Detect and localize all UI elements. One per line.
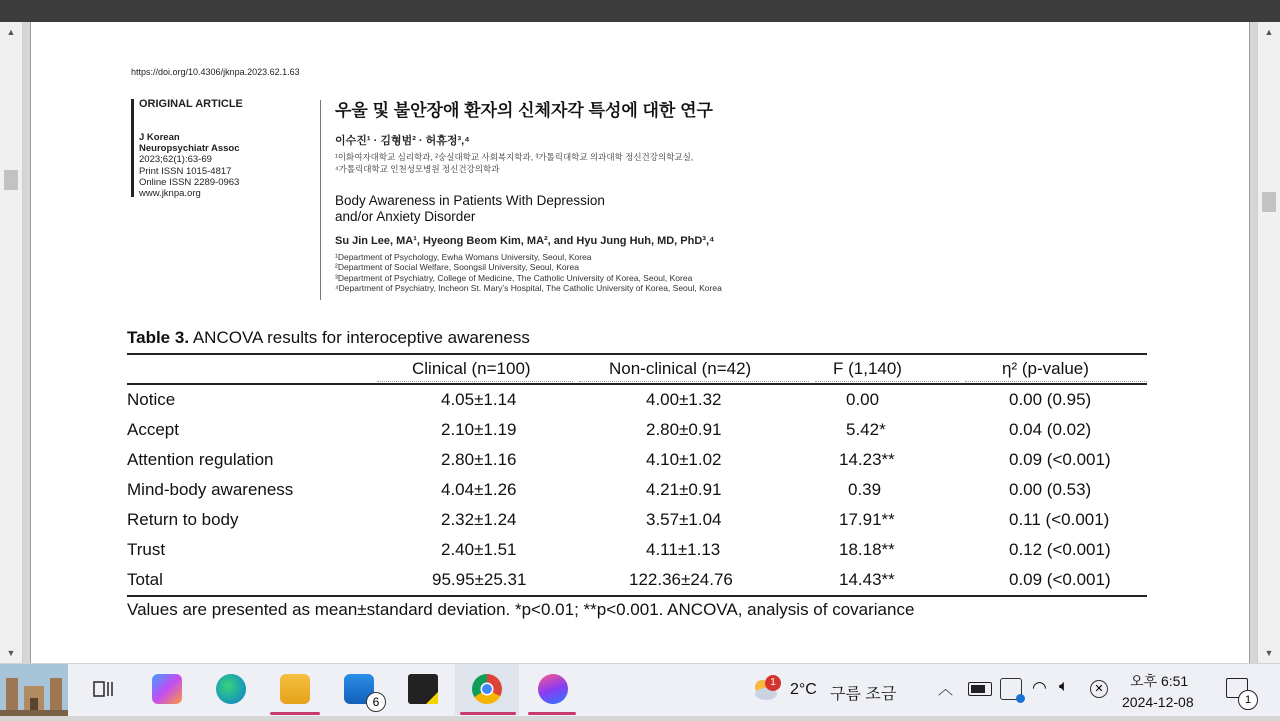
battery-icon[interactable] [968, 682, 992, 696]
store-badge: 6 [366, 692, 386, 712]
cathedral-image-icon [0, 664, 68, 716]
cell-clinical: 2.80±1.16 [441, 450, 517, 469]
english-title [335, 193, 605, 224]
cell-eta: 0.04 (0.02) [1009, 420, 1092, 439]
row-label: Notice [127, 390, 176, 409]
header-clinical: Clinical (n=100) [412, 359, 531, 378]
security-icon[interactable] [1000, 678, 1022, 700]
cell-nonclinical: 3.57±1.04 [646, 510, 722, 529]
affiliation-line: ¹이화여자대학교 심리학과, ²숭실대학교 사회복지학과, ³가톨릭대학교 의과대학 정신건강의학교실, [335, 152, 694, 162]
english-title-line: Body Awareness in Patients With Depression [335, 193, 605, 208]
task-view-icon[interactable] [88, 674, 118, 704]
table-caption [127, 328, 530, 348]
clock-date[interactable]: 2024-12-08 [1122, 694, 1194, 710]
header-eta: η² (p-value) [1002, 359, 1089, 378]
header-accent-bar [131, 99, 134, 197]
affiliation-line: ³Department of Psychiatry, College of Medicine, The Catholic University of Korea, Seoul, Korea [335, 272, 693, 283]
korean-affiliations [335, 152, 693, 175]
header-f: F (1,140) [833, 359, 902, 378]
edge-icon[interactable] [216, 674, 246, 704]
row-label: Trust [127, 540, 166, 559]
cell-eta: 0.09 (<0.001) [1009, 570, 1111, 589]
wifi-icon[interactable]: ◠ [1032, 678, 1047, 697]
header-dotted-rule [579, 381, 809, 382]
cell-clinical: 2.32±1.24 [441, 510, 517, 529]
cell-f: 0.39 [848, 480, 882, 499]
row-label: Total [127, 570, 163, 589]
journal-meta-line: 2023;62(1):63-69 [139, 154, 212, 166]
affiliation-line: ⁴가톨릭대학교 인천성모병원 정신건강의학과 [335, 163, 500, 174]
volume-icon[interactable]: 🔈︎ [1059, 678, 1069, 695]
header-nonclinical: Non-clinical (n=42) [609, 359, 752, 378]
affiliation-line: ¹Department of Psychology, Ewha Womans University, Seoul, Korea [335, 252, 592, 262]
cell-clinical: 2.10±1.19 [441, 420, 517, 439]
table-row [127, 450, 1147, 480]
doi-link[interactable]: https://doi.org/10.4306/jknpa.2023.62.1.63 [131, 67, 300, 77]
cell-eta: 0.11 (<0.001) [1009, 510, 1110, 529]
table-row [127, 420, 1147, 450]
chevron-up-icon[interactable]: ︿ [938, 681, 954, 698]
journal-meta-line: Online ISSN 2289-0963 [139, 176, 240, 188]
scroll-down-arrow-icon[interactable]: ▼ [1264, 648, 1274, 658]
affiliation-line: ⁴Department of Psychiatry, Incheon St. Mary’s Hospital, The Catholic University of Korea, Seoul, Korea [335, 283, 722, 294]
cell-nonclinical: 2.80±0.91 [646, 420, 722, 439]
cell-f: 5.42* [846, 420, 886, 439]
cell-clinical: 4.05±1.14 [441, 390, 517, 409]
cell-nonclinical: 4.00±1.32 [646, 390, 722, 409]
cell-clinical: 2.40±1.51 [441, 540, 517, 559]
english-affiliations [335, 252, 722, 294]
table-caption-number: Table 3. [127, 328, 190, 347]
header-dotted-rule [815, 381, 959, 382]
cell-f: 17.91** [839, 510, 895, 529]
window-top-bar [0, 0, 1280, 22]
cell-nonclinical: 4.10±1.02 [646, 450, 722, 469]
cell-eta: 0.00 (0.53) [1009, 480, 1092, 499]
row-label: Attention regulation [127, 450, 274, 469]
table-header-rule [127, 383, 1147, 385]
table-top-rule [127, 353, 1147, 355]
affiliation-line: ²Department of Social Welfare, Soongsil University, Seoul, Korea [335, 262, 579, 273]
journal-meta-line: Print ISSN 1015-4817 [139, 165, 232, 177]
chrome-icon[interactable] [472, 674, 502, 704]
english-title-line: and/or Anxiety Disorder [335, 208, 476, 224]
scroll-thumb[interactable] [4, 170, 18, 190]
journal-name-line: J Korean [139, 132, 180, 143]
table-row [127, 510, 1147, 540]
table-caption-text: ANCOVA results for interoceptive awareness [189, 328, 530, 347]
copilot-icon[interactable] [152, 674, 182, 704]
weather-desc[interactable]: 구름 조금 [830, 686, 897, 703]
cell-nonclinical: 4.21±0.91 [646, 480, 722, 499]
scroll-down-arrow-icon[interactable]: ▼ [6, 648, 16, 658]
korean-authors: 이수진¹ · 김형범² · 허휴정³,⁴ [335, 135, 470, 147]
cell-nonclinical: 122.36±24.76 [629, 570, 733, 589]
table-row [127, 390, 1147, 420]
notification-badge: 1 [1238, 690, 1258, 710]
cell-clinical: 4.04±1.26 [441, 480, 517, 499]
article-type: ORIGINAL ARTICLE [139, 98, 243, 110]
weather-badge: 1 [765, 675, 781, 691]
cell-eta: 0.09 (<0.001) [1009, 450, 1111, 469]
cell-f: 14.23** [839, 450, 895, 469]
korean-title: 우울 및 불안장애 환자의 신체자각 특성에 대한 연구 [335, 101, 713, 120]
cell-eta: 0.12 (<0.001) [1009, 540, 1111, 559]
right-scrollbar[interactable] [1257, 22, 1280, 663]
journal-info [139, 132, 240, 199]
row-label: Accept [127, 420, 179, 439]
table-row [127, 540, 1147, 570]
close-circle-icon[interactable]: ✕ [1090, 680, 1108, 698]
header-dotted-rule [965, 381, 1147, 382]
scroll-up-arrow-icon[interactable]: ▲ [6, 27, 16, 37]
row-label: Return to body [127, 510, 239, 529]
scroll-thumb[interactable] [1262, 192, 1276, 212]
cell-f: 14.43** [839, 570, 895, 589]
cell-f: 18.18** [839, 540, 895, 559]
cell-eta: 0.00 (0.95) [1009, 390, 1092, 409]
table-bottom-rule [127, 595, 1147, 597]
left-scrollbar[interactable] [0, 22, 23, 663]
journal-meta-line[interactable]: www.jknpa.org [139, 188, 201, 200]
row-label: Mind-body awareness [127, 480, 294, 499]
cell-f: 0.00 [846, 390, 880, 409]
sticky-notes-icon[interactable] [408, 674, 438, 704]
english-authors: Su Jin Lee, MA¹, Hyeong Beom Kim, MA², and Hyu Jung Huh, MD, PhD³,⁴ [335, 235, 715, 247]
taskbar [0, 663, 1280, 716]
header-divider [320, 100, 321, 300]
scroll-up-arrow-icon[interactable]: ▲ [1264, 27, 1274, 37]
app-drop-icon[interactable] [538, 674, 568, 704]
table-footnote: Values are presented as mean±standard deviation. *p<0.01; **p<0.001. ANCOVA, analysis of covariance [127, 600, 915, 619]
cell-clinical: 95.95±25.31 [432, 570, 527, 589]
weather-temp[interactable]: 2°C [790, 681, 817, 698]
battery-level [971, 685, 985, 693]
document-page [30, 22, 1250, 663]
header-dotted-rule [377, 381, 573, 382]
clock-time[interactable]: 오후 6:51 [1130, 673, 1189, 689]
file-explorer-icon[interactable] [280, 674, 310, 704]
cell-nonclinical: 4.11±1.13 [646, 540, 721, 559]
table-row [127, 480, 1147, 510]
desktop-thumbnail[interactable] [0, 664, 68, 716]
journal-name-line: Neuropsychiatr Assoc [139, 143, 240, 155]
